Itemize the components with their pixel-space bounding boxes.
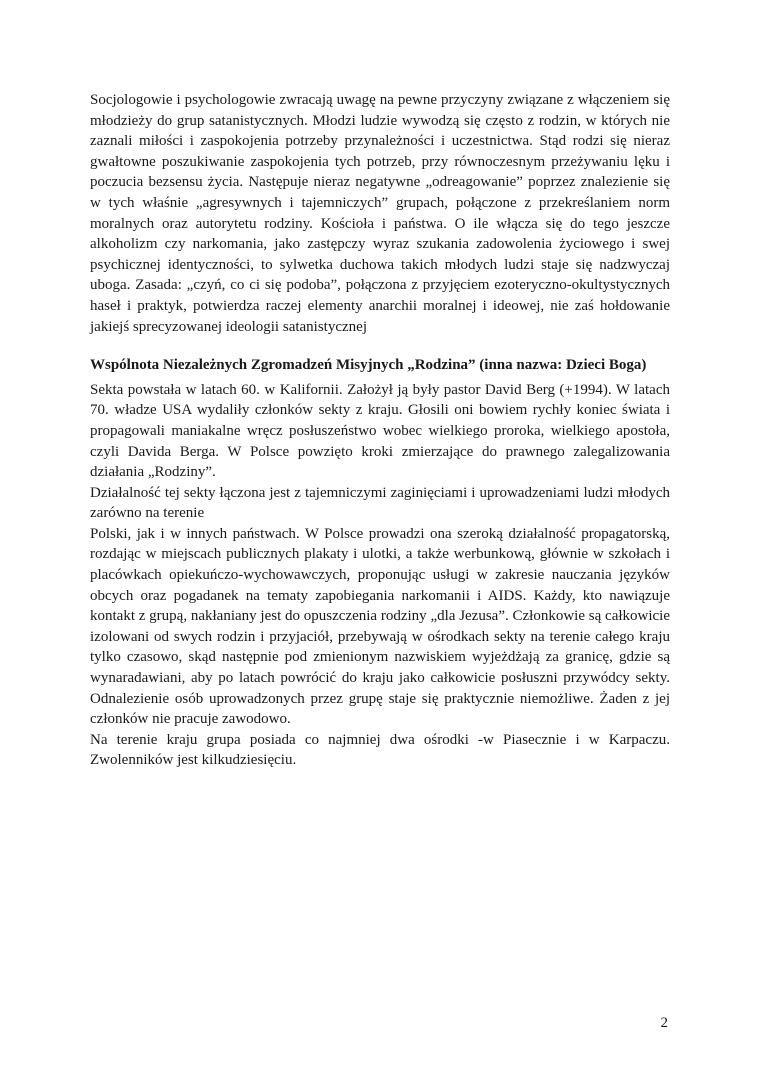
page-number: 2 — [660, 1015, 668, 1031]
document-page — [90, 90, 670, 771]
body-paragraph-3: Polski, jak i w innych państwach. W Polsce prowadzi ona szeroką działalność propagatorską, rozdając w miejscach publicznych plakaty i ulotki, a także werbunkową, głównie w szkołach i placówkach opiekuńczo-wychowawczych, proponując usługi w zakresie nauczania języków obcych oraz pogadanek na tematy zapobiegania narkomanii i AIDS. Każdy, kto nawiązuje kontakt z grupą, nakłaniany jest do opuszczenia rodziny „dla Jezusa”. Członkowie są całkowicie izolowani od swych rodzin i przyjaciół, przebywają w ośrodkach sekty na terenie całego kraju tylko czasowo, skąd następnie pod zmienionym nazwiskiem wyjeżdżają za granicę, gdzie są wynaradawiani, aby po latach powrócić do kraju jako całkowicie posłuszni przywódcy sekty. Odnalezienie osób uprowadzonych przez grupę staje się praktycznie niemożliwe. Żaden z jej członków nie pracuje zawodowo. — [90, 525, 670, 728]
body-paragraph-4: Na terenie kraju grupa posiada co najmniej dwa ośrodki -w Piasecznie i w Karpaczu. Zwolenników jest kilkudziesięciu. — [90, 731, 670, 769]
body-paragraph-2: Działalność tej sekty łączona jest z tajemniczymi zaginięciami i uprowadzeniami ludzi młodych zarówno na terenie — [90, 484, 670, 522]
body-paragraph-1: Sekta powstała w latach 60. w Kalifornii. Założył ją były pastor David Berg (+1994). W latach 70. władze USA wydaliły członków sekty z kraju. Głosili oni bowiem rychły koniec świata i propagowali maniakalne wręcz posłuszeństwo wobec wielkiego proroka, wielkiego apostoła, czyli Davida Berga. W Polsce powzięto kroki zmierzające do prawnego zalegalizowania działania „Rodziny”. — [90, 381, 670, 481]
section-heading: Wspólnota Niezależnych Zgromadzeń Misyjnych „Rodzina” (inna nazwa: Dzieci Boga) — [90, 357, 647, 374]
intro-paragraph: Socjologowie i psychologowie zwracają uwagę na pewne przyczyny związane z włączeniem się młodzieży do grup satanistycznych. Młodzi ludzie wywodzą się często z rodzin, w których nie zaznali miłości i zaspokojenia potrzeby przynależności i uczestnictwa. Stąd rodzi się nieraz gwałtowne poszukiwanie zaspokojenia tych potrzeb, przy równoczesnym przeżywaniu lęku i poczucia bezsensu życia. Następuje nieraz negatywne „odreagowanie” poprzez znalezienie się w tych właśnie „agresywnych i tajemniczych” grupach, połączone z przekreślaniem norm moralnych oraz autorytetu rodziny. Kościoła i państwa. O ile włącza się do tego jeszcze alkoholizm czy narkomania, jako zastępczy wyraz szukania zadowolenia życiowego i swej psychicznej identyczności, to sylwetka duchowa takich młodych ludzi staje się nadzwyczaj uboga. Zasada: „czyń, co ci się podoba”, połączona z przyjęciem ezoteryczno-okultystycznych haseł i praktyk, potwierdza raczej elementy anarchii moralnej i ideowej, nie zaś hołdowanie jakiejś sprecyzowanej ideologii satanistycznej — [90, 92, 670, 335]
